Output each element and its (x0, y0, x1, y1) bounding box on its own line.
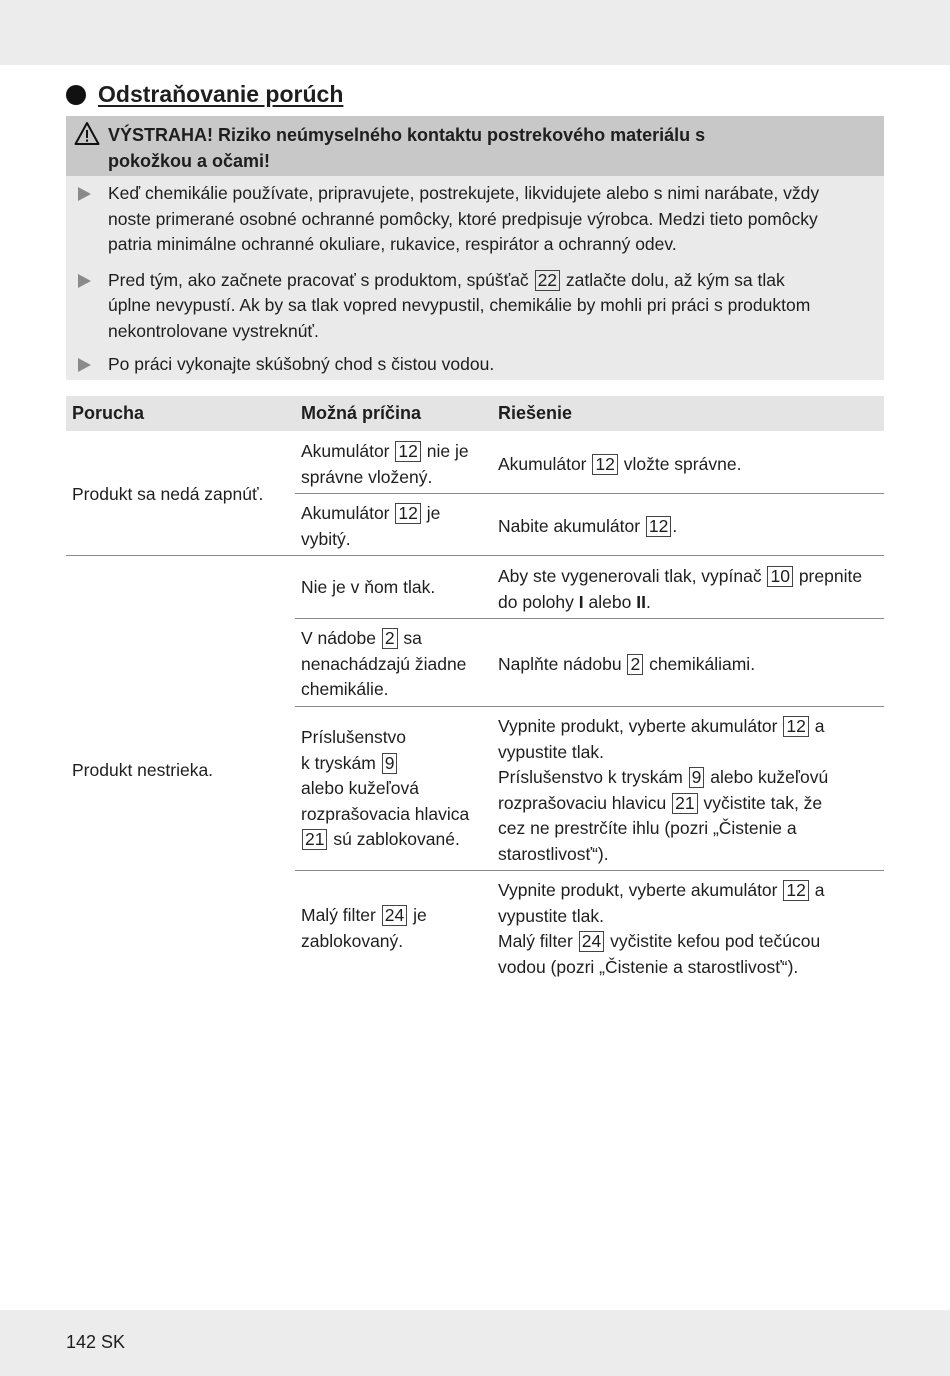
reference-number: 2 (382, 628, 398, 649)
warning-item (66, 268, 884, 345)
cause-cell: Akumulátor 12 nie je správne vložený. (301, 441, 469, 487)
column-header: Porucha (72, 403, 145, 423)
top-band (0, 0, 950, 65)
problem-cell: Produkt sa nedá zapnúť. (72, 484, 264, 504)
triangle-bullet-icon (78, 274, 91, 288)
warning-line: Keď chemikálie používate, pripravujete, postrekujete, likvidujete alebo s nimi narábate, vždy (108, 183, 820, 203)
triangle-bullet-icon (78, 187, 91, 201)
cause-cell: Nie je v ňom tlak. (301, 577, 436, 597)
problem-cell: Produkt nestrieka. (72, 760, 214, 780)
warning-line: Pred tým, ako začnete pracovať s produktom, spúšťač 22 zatlačte dolu, až kým sa tlak (108, 269, 785, 290)
solution-cell: Nabite akumulátor 12 . (498, 516, 678, 536)
cause-cell: Malý filter 24 je zablokovaný. (301, 905, 427, 951)
table-header (66, 396, 884, 431)
warning-line: Po práci vykonajte skúšobný chod s čistou vodou. (108, 354, 495, 374)
warning-title-line: pokožkou a očami! (108, 151, 271, 171)
cause-cell: Akumulátor 12 je vybitý. (301, 503, 441, 549)
section-heading (66, 81, 343, 108)
reference-number: 12 (783, 880, 808, 901)
reference-number: 24 (579, 931, 604, 952)
solution-cell: Aby ste vygenerovali tlak, vypínač 10 prepnite do polohy I alebo II. (498, 566, 863, 612)
column-header: Možná príčina (301, 403, 422, 423)
column-header: Riešenie (498, 403, 573, 423)
warning-item (66, 181, 884, 258)
reference-number: 2 (627, 654, 643, 675)
reference-number: 10 (767, 566, 792, 587)
warning-line: patria minimálne ochranné okuliare, rukavice, respirátor a ochranný odev. (108, 234, 677, 254)
row-divider (295, 870, 884, 871)
reference-number: 9 (689, 767, 705, 788)
circle-bullet-icon (66, 85, 86, 105)
reference-number: 12 (592, 454, 617, 475)
footer-band (0, 1310, 950, 1376)
row-divider (66, 555, 884, 556)
warning-title (66, 116, 884, 176)
cause-cell: V nádobe 2 sa nenachádzajú žiadne chemikálie. (301, 628, 467, 699)
cause-cell: Príslušenstvo k tryskám 9 alebo kužeľová rozprašovacia hlavica 21 sú zablokované. (301, 727, 470, 849)
warning-item (66, 352, 884, 378)
row-divider (295, 706, 884, 707)
warning-line: noste primerané osobné ochranné pomôcky, ktoré predpisuje výrobca. Medzi tieto pomôcky (108, 208, 818, 229)
row-divider (295, 618, 884, 619)
solution-cell: Naplňte nádobu 2 chemikáliami. (498, 654, 756, 674)
row-divider (295, 493, 884, 494)
reference-number: 22 (535, 270, 560, 291)
solution-cell: Vypnite produkt, vyberte akumulátor 12 a vypustite tlak. Malý filter 24 vyčistite kefou pod tečúcou vodou (pozri „Čistenie a starostlivosť“). (498, 880, 825, 977)
reference-number: 24 (382, 905, 407, 926)
reference-number: 12 (783, 716, 808, 737)
reference-number: 12 (395, 441, 420, 462)
reference-number: 12 (395, 503, 420, 524)
reference-number: 9 (382, 753, 398, 774)
page-title: Odstraňovanie porúch (98, 81, 344, 107)
triangle-bullet-icon (78, 358, 91, 372)
reference-number: 12 (646, 516, 671, 537)
warning-box (66, 116, 884, 380)
reference-number: 21 (302, 829, 327, 850)
warning-line: úplne nevypustí. Ak by sa tlak vopred nevypustil, chemikálie by mohli pri práci s produktom (108, 295, 811, 315)
warning-title-line: VÝSTRAHA! Riziko neúmyselného kontaktu postrekového materiálu s (108, 125, 706, 145)
reference-number: 21 (672, 793, 697, 814)
warning-line: nekontrolovane vystreknúť. (108, 320, 319, 341)
solution-cell: Vypnite produkt, vyberte akumulátor 12 a vypustite tlak. Príslušenstvo k tryskám 9 alebo kužeľovú rozprašovaciu hlavicu 21 vyčistite tak, že cez ne prestrčíte ihlu (pozri „Čistenie a starostlivosť“). (498, 716, 829, 864)
page-number: 142 SK (66, 1332, 126, 1352)
warning-triangle-icon (74, 121, 100, 147)
solution-cell: Akumulátor 12 vložte správne. (498, 454, 742, 474)
